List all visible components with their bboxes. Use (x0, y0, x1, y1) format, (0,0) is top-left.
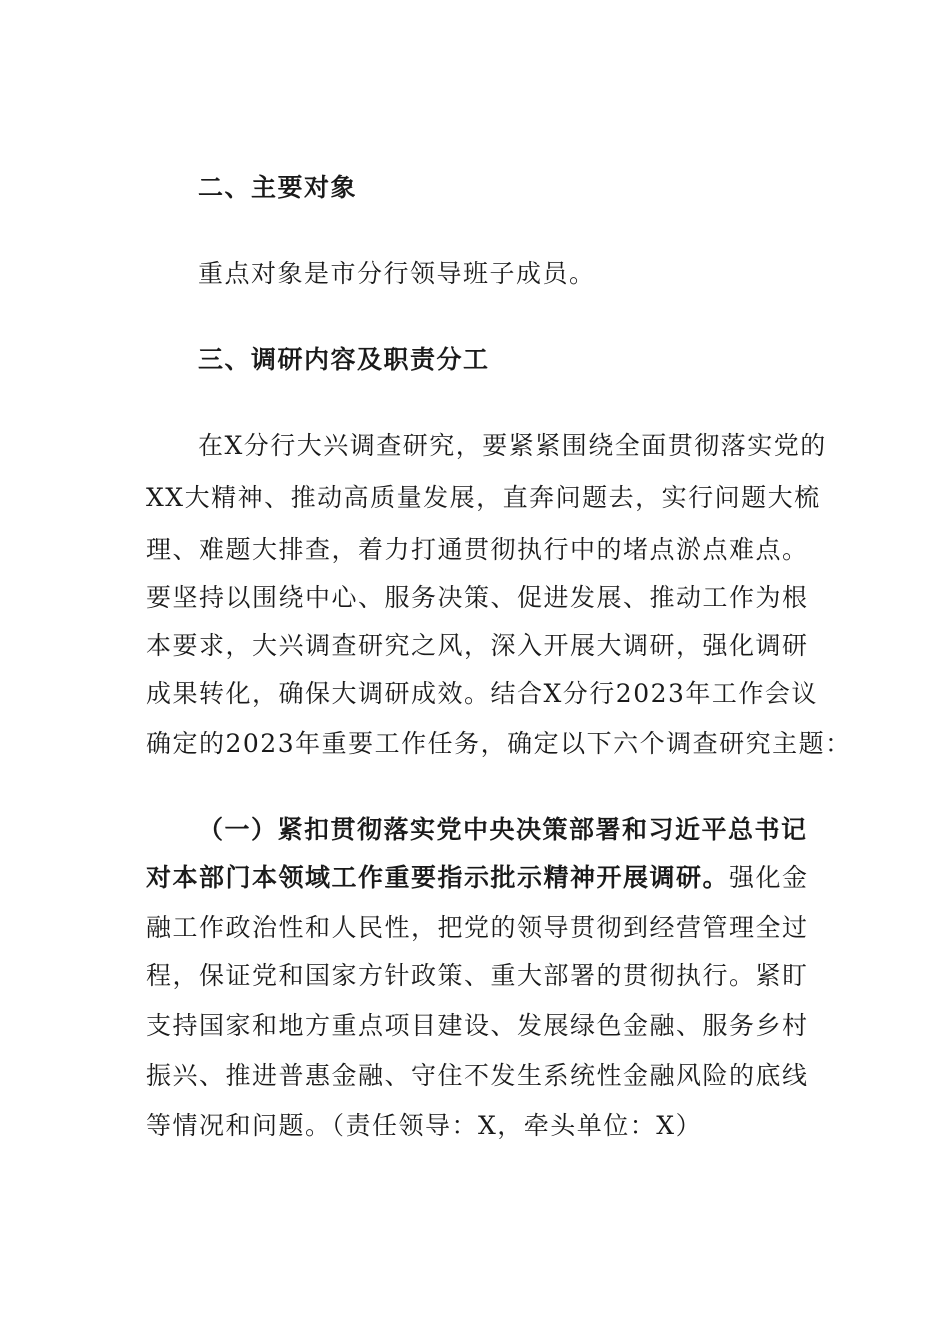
section-heading-research-content: 三、调研内容及职责分工 (198, 345, 490, 374)
section-heading-main-objects: 二、主要对象 (198, 173, 358, 202)
paragraph-line: 要坚持以围绕中心、服务决策、促进发展、推动工作为根 (146, 583, 809, 612)
paragraph-line: XX大精神、推动高质量发展，直奔问题去，实行问题大梳 (146, 483, 821, 512)
paragraph-line: 本要求，大兴调查研究之风，深入开展大调研，强化调研 (146, 631, 809, 660)
paragraph-line: 振兴、推进普惠金融、守住不发生系统性金融风险的底线 (146, 1061, 809, 1090)
topic-one-title: （一）紧扣贯彻落实党中央决策部署和习近平总书记 (198, 815, 808, 844)
paragraph-line: 在X分行大兴调查研究，要紧紧围绕全面贯彻落实党的 (198, 431, 827, 460)
paragraph-line: 程，保证党和国家方针政策、重大部署的贯彻执行。紧盯 (146, 961, 809, 990)
paragraph-line: 理、难题大排查，着力打通贯彻执行中的堵点淤点难点。 (146, 535, 809, 564)
topic-one-text: 强化金 (729, 863, 809, 892)
paragraph-line: 融工作政治性和人民性，把党的领导贯彻到经营管理全过 (146, 913, 809, 942)
paragraph-line (146, 862, 809, 894)
section-body-main-objects: 重点对象是市分行领导班子成员。 (198, 259, 596, 288)
paragraph-line: 确定的2023年重要工作任务，确定以下六个调查研究主题： (146, 729, 852, 758)
paragraph-line: 成果转化，确保大调研成效。结合X分行2023年工作会议 (146, 679, 818, 708)
paragraph-line: 等情况和问题。（责任领导：X，牵头单位：X） (146, 1111, 703, 1140)
topic-one-title-cont: 对本部门本领域工作重要指示批示精神开展调研。 (146, 863, 730, 892)
paragraph-line: 支持国家和地方重点项目建设、发展绿色金融、服务乡村 (146, 1011, 809, 1040)
